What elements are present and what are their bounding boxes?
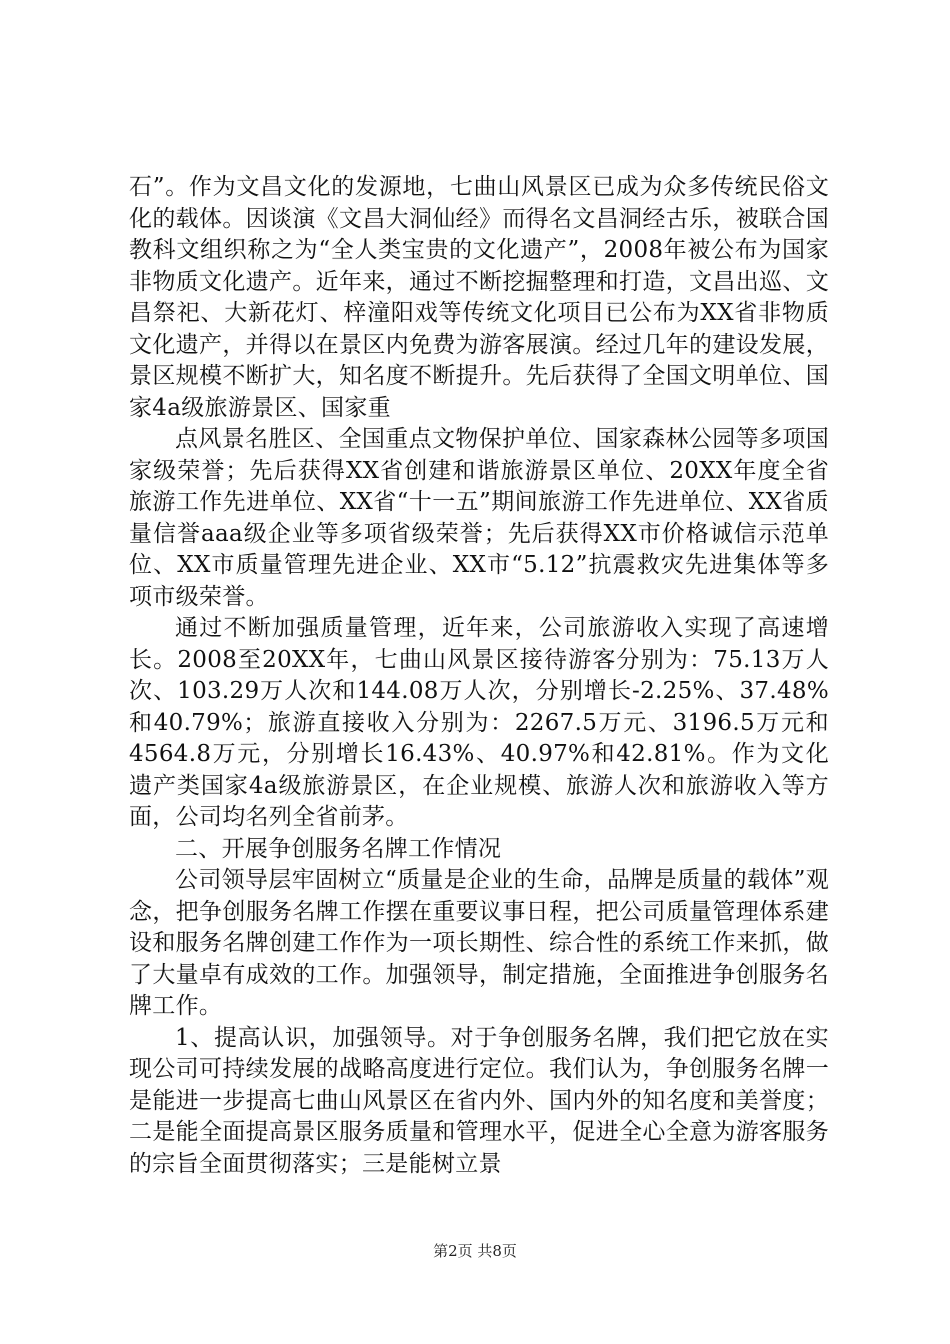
paragraph-5: 公司领导层牢固树立“质量是企业的生命，品牌是质量的载体”观念，把争创服务名牌工作摆在重要议事日程，把公司质量管理体系建设和服务名牌创建工作作为一项长期性、综合性的系统工作来抓，做了大量卓有成效的工作。加强领导，制定措施，全面推进争创服务名牌工作。 [129,867,829,1019]
section-heading: 二、开展争创服务名牌工作情况 [175,835,502,862]
page-footer: 第2页 共8页 [433,1242,517,1260]
paragraph-2: 点风景名胜区、全国重点文物保护单位、国家森林公园等多项国家级荣誉；先后获得XX省创建和谐旅游景区单位、20XX年度全省旅游工作先进单位、XX省“十一五”期间旅游工作先进单位、XX省质量信誉aaa级企业等多项省级荣誉；先后获得XX市价格诚信示范单位、XX市质量管理先进企业、XX市“5.12”抗震救灾先进集体等多项市级荣誉。 [129,426,829,610]
body-text [129,172,829,1180]
paragraph-6: 1、提高认识，加强领导。对于争创服务名牌，我们把它放在实现公司可持续发展的战略高度进行定位。我们认为，争创服务名牌一是能进一步提高七曲山风景区在省内外、国内外的知名度和美誉度；二是能全面提高景区服务质量和管理水平，促进全心全意为游客服务的宗旨全面贯彻落实；三是能树立景 [129,1024,829,1177]
paragraph-1: 石”。作为文昌文化的发源地，七曲山风景区已成为众多传统民俗文化的载体。因谈演《文昌大洞仙经》而得名文昌洞经古乐，被联合国教科文组织称之为“全人类宝贵的文化遗产”，2008年被公布为国家非物质文化遗产。近年来，通过不断挖掘整理和打造，文昌出巡、文昌祭祀、大新花灯、梓潼阳戏等传统文化项目已公布为XX省非物质文化遗产，并得以在景区内免费为游客展演。经过几年的建设发展，景区规模不断扩大，知名度不断提升。先后获得了全国文明单位、国家4a级旅游景区、国家重 [129,174,829,421]
paragraph-3: 通过不断加强质量管理，近年来，公司旅游收入实现了高速增长。2008至20XX年，七曲山风景区接待游客分别为：75.13万人次、103.29万人次和144.08万人次，分别增长-2.25%、37.48%和40.79%；旅游直接收入分别为：2267.5万元、3196.5万元和4564.8万元，分别增长16.43%、40.97%和42.81%。作为文化遗产类国家4a级旅游景区，在企业规模、旅游人次和旅游收入等方面，公司均名列全省前茅。 [129,615,829,830]
